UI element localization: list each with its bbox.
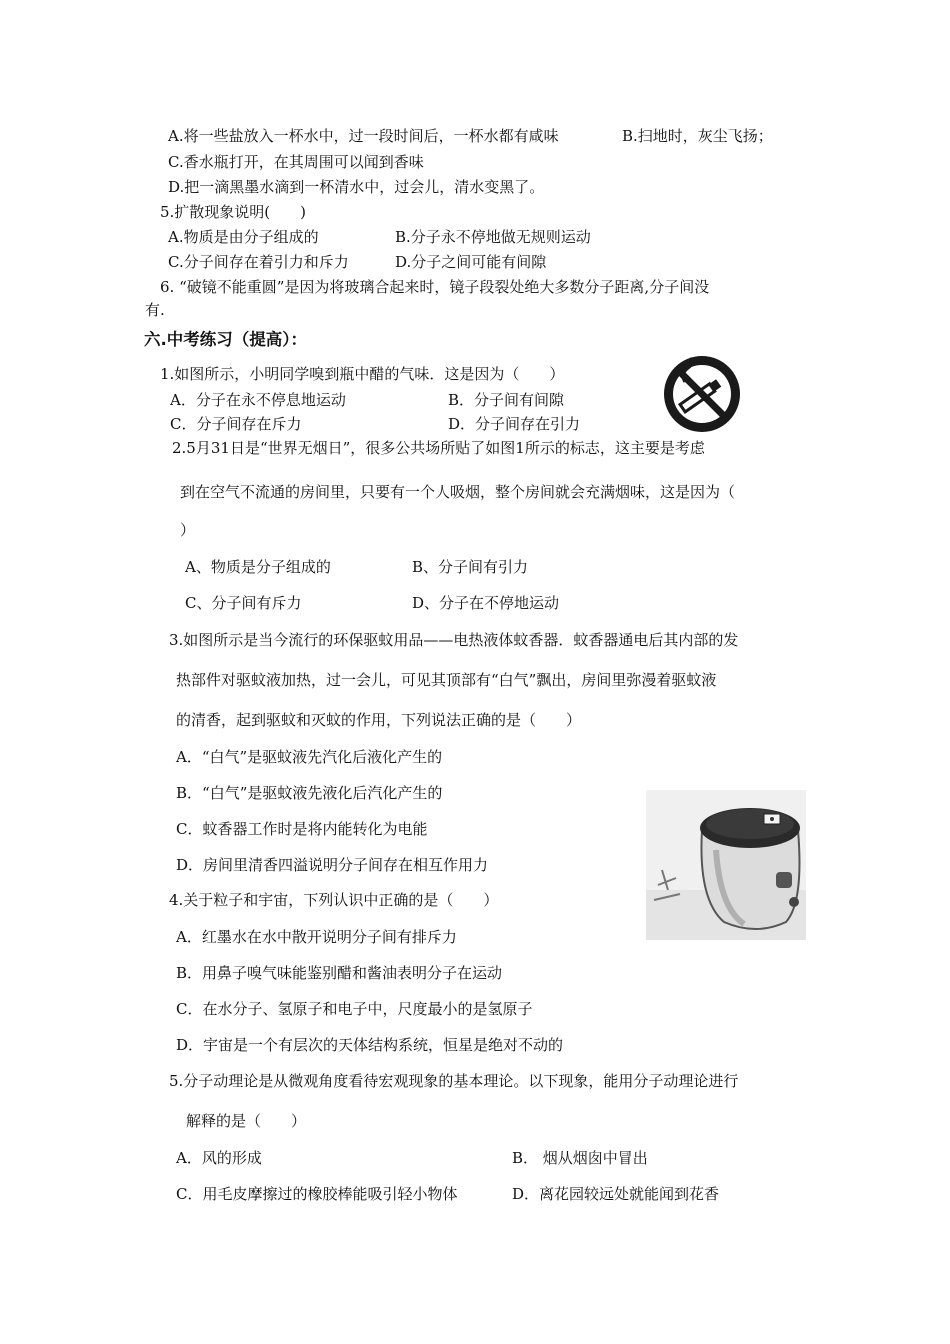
q2-option-b: B、分子间有引力 xyxy=(412,558,529,576)
q5-option-d: D.分子之间可能有间隙 xyxy=(395,253,547,271)
q2-line-2: 到在空气不流通的房间里，只要有一个人吸烟，整个房间就会充满烟味，这是因为（ xyxy=(180,483,736,501)
q1-option-a: A．分子在永不停息地运动 xyxy=(170,391,346,409)
q3-option-d: D．房间里清香四溢说明分子间存在相互作用力 xyxy=(176,856,489,874)
q5-option-d: D．离花园较远处就能闻到花香 xyxy=(512,1185,720,1203)
q6-line-1: 6. “破镜不能重圆”是因为将玻璃合起来时，镜子段裂处绝大多数分子距离,分子间没 xyxy=(160,278,710,296)
q4-option-b: B.扫地时，灰尘飞扬； xyxy=(622,127,773,145)
q4-option-d: D．宇宙是一个有层次的天体结构系统，恒星是绝对不动的 xyxy=(176,1036,564,1054)
q4-stem: 4.关于粒子和宇宙，下列认识中正确的是（ ） xyxy=(169,891,499,909)
q3-line-2: 热部件对驱蚊液加热，过一会儿，可见其顶部有“白气”飘出，房间里弥漫着驱蚊液 xyxy=(176,671,717,689)
section-heading: 六.中考练习（提高）： xyxy=(144,330,308,349)
q3-option-b: B．“白气”是驱蚊液先液化后汽化产生的 xyxy=(176,784,443,802)
q2-line-1: 2.5月31日是“世界无烟日”，很多公共场所贴了如图1所示的标志，这主要是考虑 xyxy=(172,439,705,457)
q2-line-3: ） xyxy=(180,521,196,539)
q2-option-a: A、物质是分子组成的 xyxy=(185,558,331,576)
q4-option-a: A.将一些盐放入一杯水中，过一段时间后，一杯水都有咸味 xyxy=(168,127,559,145)
q5-option-b: B.分子永不停地做无规则运动 xyxy=(395,228,591,246)
q2-option-c: C、分子间有斥力 xyxy=(185,594,302,612)
q5-line-2: 解释的是（ ） xyxy=(186,1112,307,1130)
q4-option-c: C．在水分子、氢原子和电子中，尺度最小的是氢原子 xyxy=(176,1000,533,1018)
q1-option-b: B．分子间有间隙 xyxy=(448,391,565,409)
q6-line-2: 有. xyxy=(145,301,165,319)
q3-line-1: 3.如图所示是当今流行的环保驱蚊用品——电热液体蚊香器．蚊香器通电后其内部的发 xyxy=(169,631,739,649)
q4-option-c: C.香水瓶打开，在其周围可以闻到香味 xyxy=(168,153,424,171)
q5-option-c: C．用毛皮摩擦过的橡胶棒能吸引轻小物体 xyxy=(176,1185,458,1203)
q5-option-b: B． 烟从烟囱中冒出 xyxy=(512,1149,648,1167)
q5-line-1: 5.分子动理论是从微观角度看待宏观现象的基本理论。以下现象，能用分子动理论进行 xyxy=(169,1072,739,1090)
q4-option-a: A．红墨水在水中散开说明分子间有排斥力 xyxy=(176,928,457,946)
q3-line-3: 的清香，起到驱蚊和灭蚊的作用，下列说法正确的是（ ） xyxy=(176,711,582,729)
q2-option-d: D、分子在不停地运动 xyxy=(412,594,560,612)
no-smoking-icon xyxy=(660,352,744,436)
q1-stem: 1.如图所示，小明同学嗅到瓶中醋的气味．这是因为（ ） xyxy=(160,365,565,383)
q5-option-a: A.物质是由分子组成的 xyxy=(168,228,319,246)
q1-option-c: C．分子间存在斥力 xyxy=(170,415,302,433)
q4-option-b: B．用鼻子嗅气味能鉴别醋和酱油表明分子在运动 xyxy=(176,964,503,982)
q3-option-a: A．“白气”是驱蚊液先汽化后液化产生的 xyxy=(176,748,443,766)
q1-option-d: D．分子间存在引力 xyxy=(448,415,581,433)
q4-option-d: D.把一滴黑墨水滴到一杯清水中，过会儿，清水变黑了。 xyxy=(168,178,545,196)
q5-stem: 5.扩散现象说明( ) xyxy=(160,203,307,221)
q5-option-c: C.分子间存在着引力和斥力 xyxy=(168,253,349,271)
q5-option-a: A．风的形成 xyxy=(176,1149,262,1167)
q3-option-c: C．蚊香器工作时是将内能转化为电能 xyxy=(176,820,428,838)
mosquito-repeller-photo xyxy=(646,790,806,940)
